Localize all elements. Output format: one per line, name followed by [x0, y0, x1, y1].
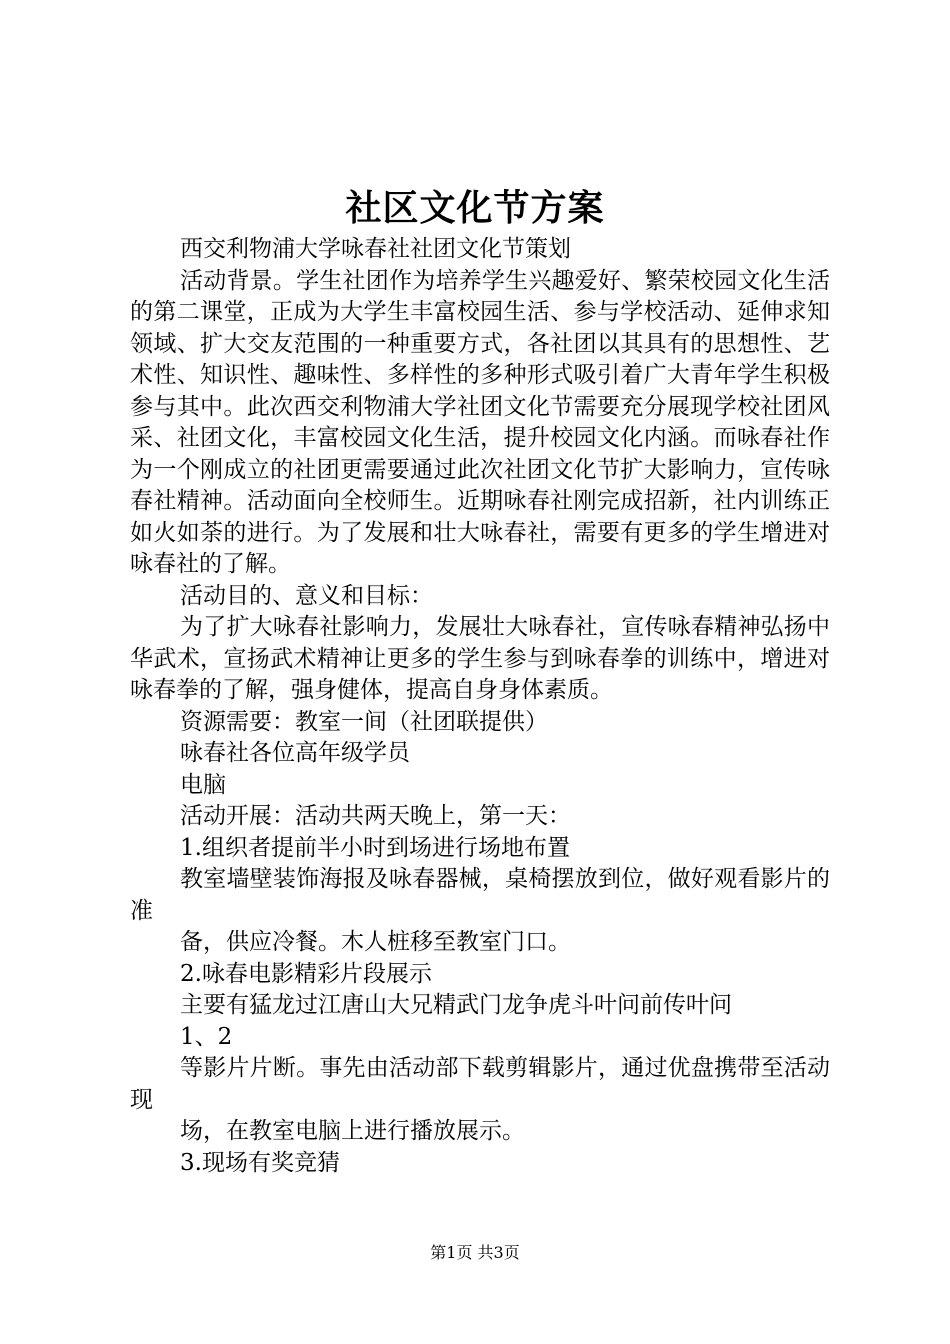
paragraph-step-2-films-cont: 1、2	[180, 1023, 233, 1050]
paragraph-purpose-heading: 活动目的、意义和目标：	[180, 582, 433, 609]
paragraph-computer: 电脑	[180, 771, 226, 798]
document-title: 社区文化节方案	[345, 187, 605, 229]
paragraph-step-1: 1.组织者提前半小时到场进行场地布置	[180, 834, 570, 861]
paragraph-step-2-detail: 等影片片断。事先由活动部下载剪辑影片，通过优盘携带至活动现	[130, 1055, 830, 1113]
paragraph-purpose: 为了扩大咏春社影响力，发展壮大咏春社，宣传咏春精神弘扬中华武术，宣扬武术精神让更多的学生参与到咏春拳的训练中，增进对咏春拳的了解，强身健体，提高自身身体素质。	[130, 614, 830, 703]
paragraph-background: 活动背景。学生社团作为培养学生兴趣爱好、繁荣校园文化生活的第二课堂，正成为大学生丰富校园生活、参与学校活动、延伸求知领域、扩大交友范围的一种重要方式，各社团以其具有的思想性、艺术性、知识性、趣味性、多样性的多种形式吸引着广大青年学生积极参与其中。此次西交利物浦大学社团文化节需要充分展现学校社团风采、社团文化，丰富校园文化生活，提升校园文化内涵。而咏春社作为一个刚成立的社团更需要通过此次社团文化节扩大影响力，宣传咏春社精神。活动面向全校师生。近期咏春社刚完成招新，社内训练正如火如荼的进行。为了发展和壮大咏春社，需要有更多的学生增进对咏春社的了解。	[130, 267, 830, 577]
paragraph-subtitle: 西交利物浦大学咏春社社团文化节策划	[180, 236, 571, 262]
paragraph-step-2-films: 主要有猛龙过江唐山大兄精武门龙争虎斗叶问前传叶问	[180, 992, 732, 1018]
paragraph-step-2: 2.咏春电影精彩片段展示	[180, 960, 432, 987]
paragraph-step-2-detail-cont: 场，在教室电脑上进行播放展示。	[180, 1118, 525, 1144]
paragraph-activity: 活动开展：活动共两天晚上，第一天：	[180, 803, 571, 829]
paragraph-resources: 资源需要：教室一间（社团联提供）	[180, 708, 548, 735]
paragraph-step-1-detail-cont: 备，供应冷餐。木人桩移至教室门口。	[180, 929, 571, 955]
document-body	[130, 234, 830, 1179]
paragraph-step-3: 3.现场有奖竞猜	[180, 1149, 340, 1176]
paragraph-members: 咏春社各位高年级学员	[180, 740, 410, 766]
page-number: 第1页 共3页	[430, 1243, 520, 1262]
paragraph-step-1-detail: 教室墙壁装饰海报及咏春器械，桌椅摆放到位，做好观看影片的准	[130, 866, 830, 924]
